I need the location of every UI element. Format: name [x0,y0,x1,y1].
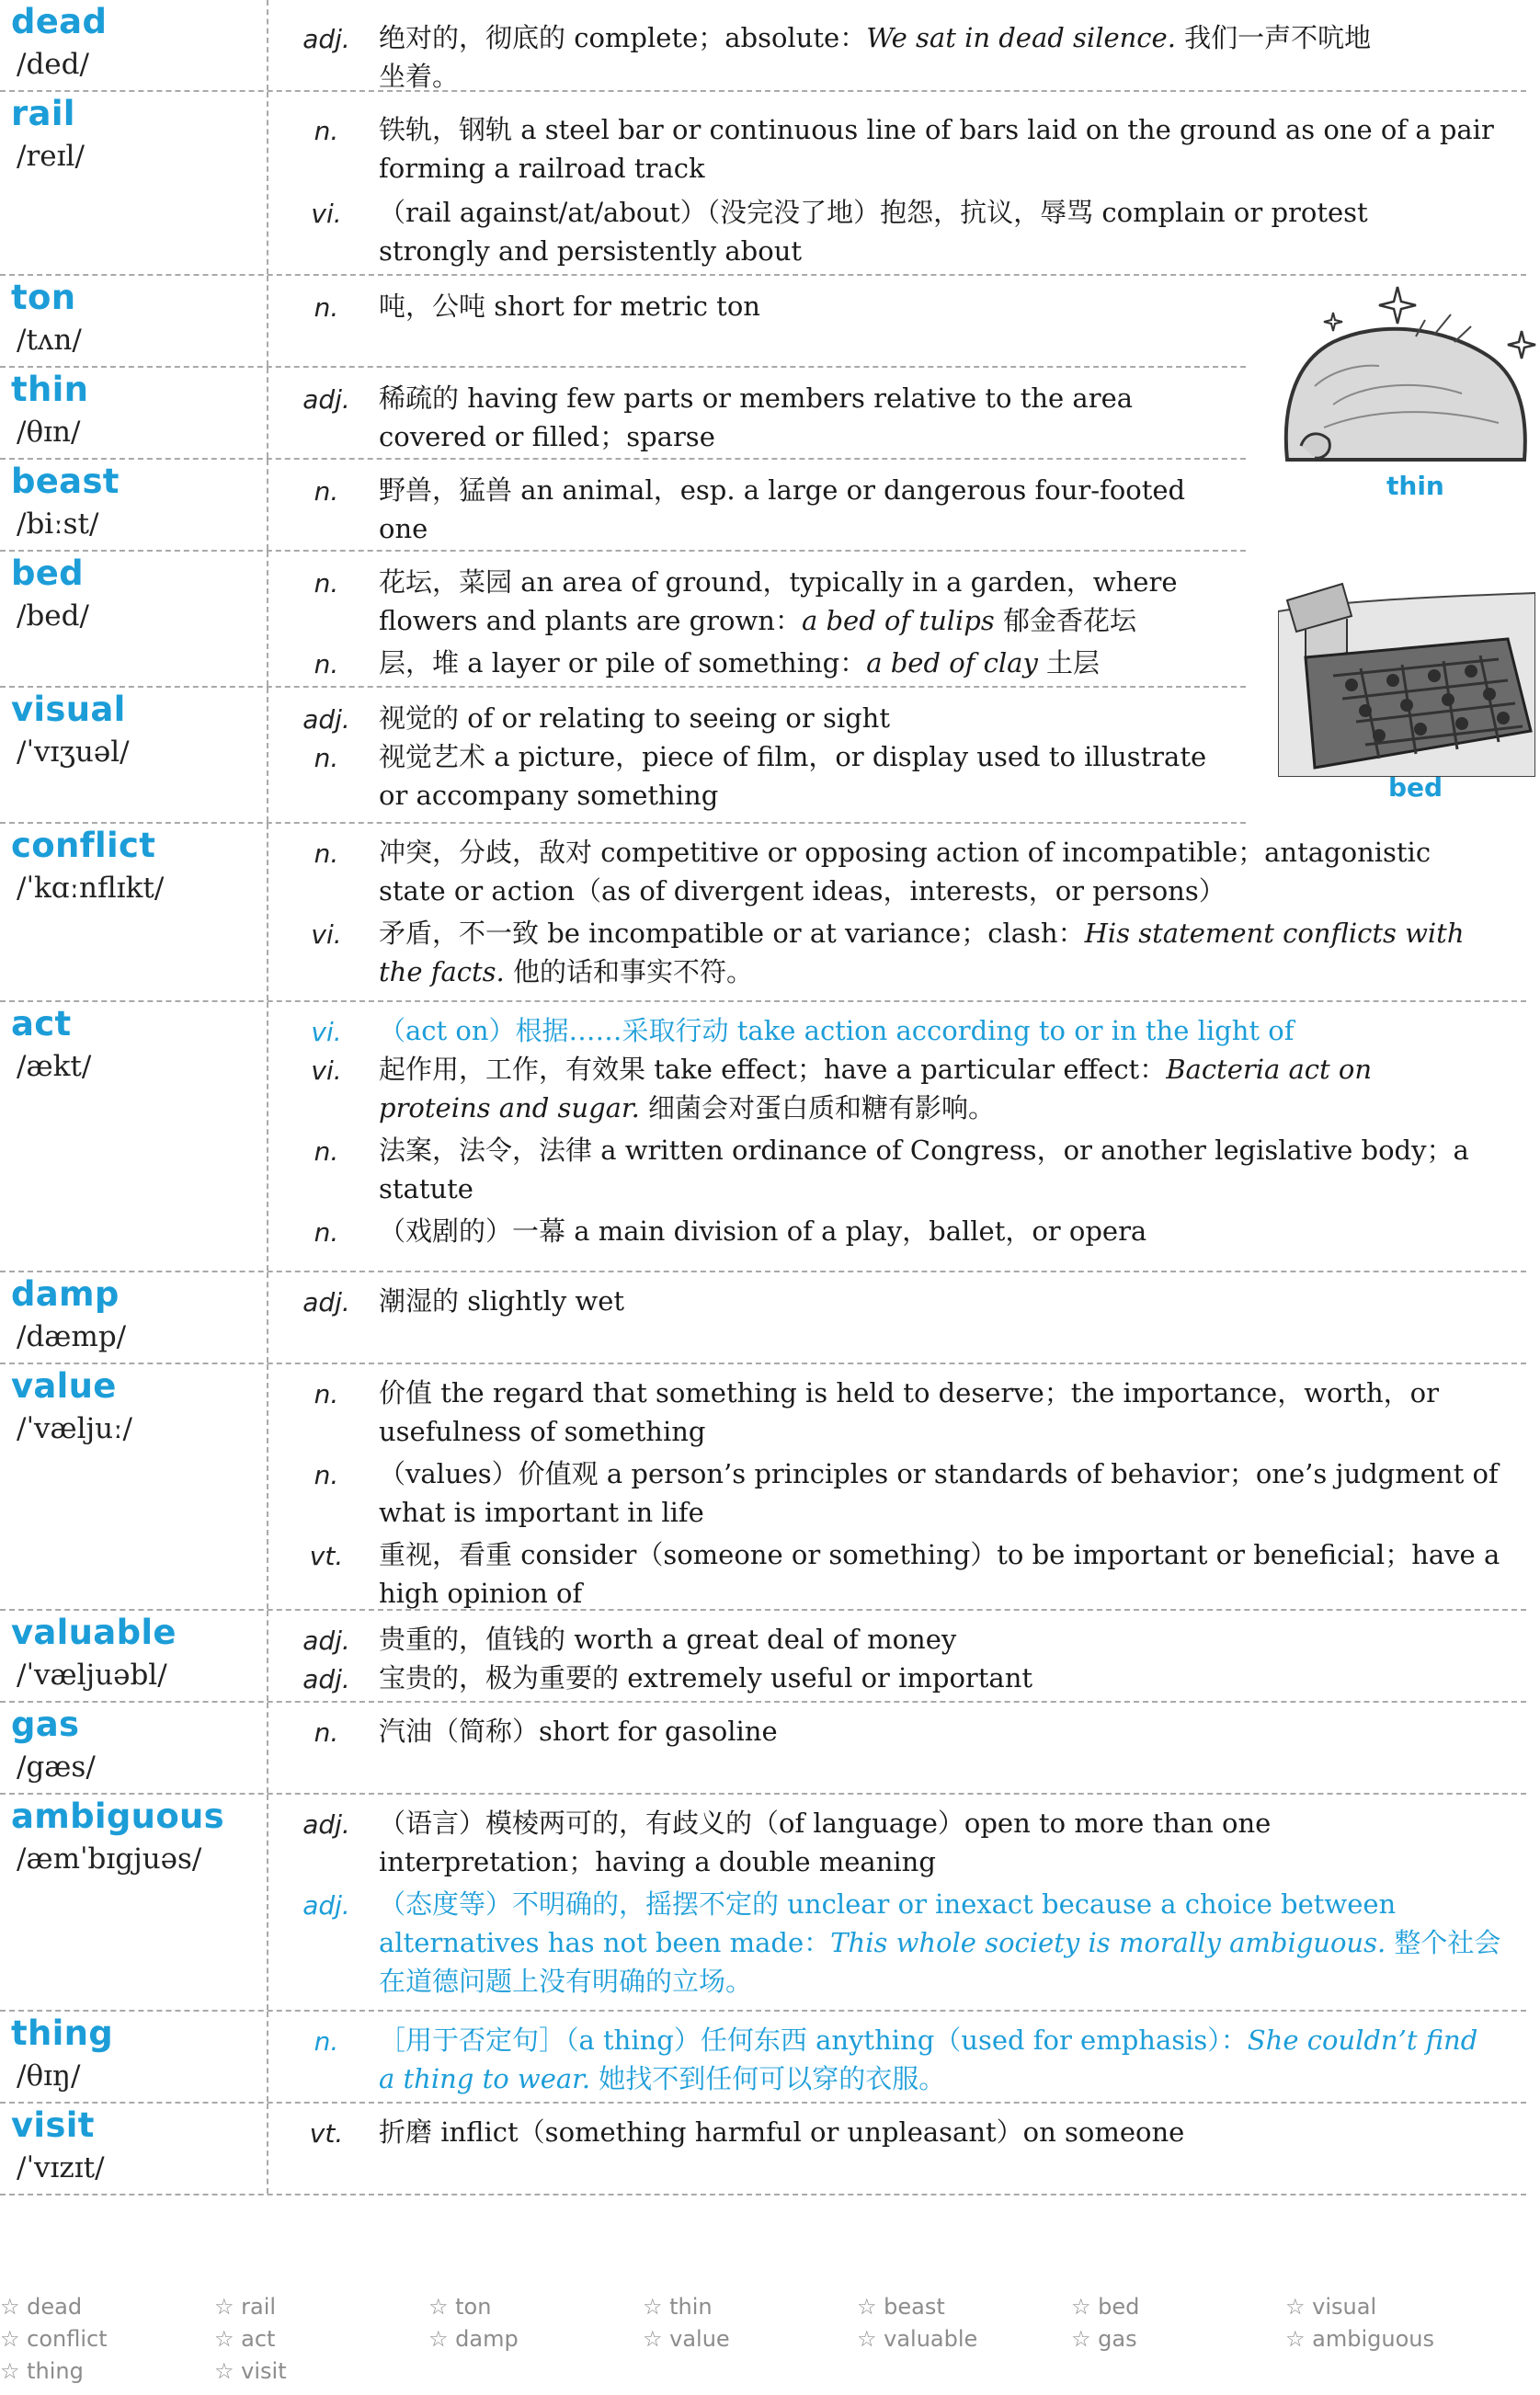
definition-line [379,379,1133,417]
example-text: His statement conflicts with [1084,918,1465,949]
part-of-speech: vi. [311,1055,342,1086]
definition-text: 土层 [1037,647,1101,679]
definition-line [379,1574,582,1613]
definition-line [379,1050,1372,1089]
part-of-speech: vi. [311,1017,342,1047]
headword: thing [11,2013,114,2053]
headword: ambiguous [11,1796,224,1836]
headword: act [11,1004,72,1044]
review-word: ☆ beast [857,2294,945,2320]
definition-text: covered or filled；sparse [379,421,715,452]
headword: dead [11,2,108,41]
review-word-list [0,2294,1540,2395]
headword: beast [11,462,120,501]
headword: rail [11,94,75,133]
definition-text: 郁金香花坛 [994,605,1136,636]
definition-text: 铁轨，钢轨 a steel bar or continuous line of bars laid on the ground as one of a pair [379,114,1494,145]
entry-value [0,1364,1526,1611]
example-text: the facts. [379,956,505,987]
definition-text: 宝贵的，极为重要的 extremely useful or important [379,1662,1033,1694]
definition-text: 矛盾，不一致 be incompatible or at variance；clash： [379,918,1085,949]
review-word: ☆ ambiguous [1285,2326,1434,2352]
part-of-speech: n. [314,292,339,323]
definition-text: 坐着。 [379,61,460,92]
part-of-speech: n. [314,838,339,869]
definition-text: alternatives has not been made： [379,1927,831,1958]
definition-line [379,57,459,96]
definition-text: forming a railroad track [379,153,705,184]
part-of-speech: n. [314,1217,339,1248]
example-text: proteins and sugar. [379,1092,640,1123]
entry-act [0,1002,1526,1272]
definition-line [379,287,760,325]
flower-bed-icon [1278,575,1535,777]
headword: value [11,1366,117,1406]
pronunciation: /bed/ [17,599,89,633]
review-word: ☆ dead [0,2294,83,2320]
definition-line [379,776,718,815]
review-word: ☆ thin [643,2294,713,2320]
entry-conflict [0,824,1526,1002]
headword: thin [11,370,89,409]
headword: conflict [11,826,156,865]
definition-text: 稀疏的 having few parts or members relative to the area [379,382,1134,414]
illustration-caption-bed: bed [1388,772,1443,803]
headword-cell [0,1002,268,1271]
definition-text: usefulness of something [379,1416,706,1447]
entry-visit [0,2104,1526,2195]
definition-text: 细菌会对蛋白质和糖有影响。 [639,1092,996,1123]
part-of-speech: n. [314,743,339,773]
definition-line [379,1620,956,1659]
definition-text: 潮湿的 slightly wet [379,1285,625,1317]
definition-line [379,149,705,188]
definition-text: 我们一声不吭地 [1175,22,1372,53]
review-word: ☆ ton [428,2294,492,2320]
headword-cell [0,276,268,366]
definition-text: （态度等）不明确的，摇摆不定的 unclear or inexact because a choice between [379,1888,1397,1920]
illustration-caption-thin: thin [1386,471,1444,501]
definition-text: 她找不到任何可以穿的衣服。 [590,2063,946,2094]
entry-gas [0,1703,1526,1795]
part-of-speech: adj. [302,384,350,415]
definition-line [379,1412,706,1451]
review-word: ☆ damp [428,2326,519,2352]
part-of-speech: vi. [311,199,342,229]
pronunciation: /ded/ [17,48,89,81]
entry-ambiguous [0,1795,1526,2012]
headword: bed [11,553,84,593]
definition-text: 绝对的，彻底的 complete；absolute： [379,22,867,53]
entry-thin [0,368,1246,460]
headword-cell [0,92,268,274]
headword: visual [11,690,126,729]
part-of-speech: n. [314,568,339,599]
example-text: a bed of clay [866,647,1038,679]
definition-text: strongly and persistently about [379,235,803,267]
definition-line [379,509,428,548]
definition-text: flowers and plants are grown： [379,605,802,636]
definition-line [379,563,1178,601]
definition-line [379,1842,936,1881]
definition-text: 野兽，猛兽 an animal，esp. a large or dangerous four-footed [379,474,1186,506]
definition-text: 层，堆 a layer or pile of something： [379,647,867,679]
review-word: ☆ gas [1071,2326,1137,2352]
headword-cell [0,2012,268,2102]
definition-line [379,872,1226,910]
example-text: Bacteria act on [1166,1054,1373,1085]
pronunciation: /θɪŋ/ [17,2059,81,2093]
entry-valuable [0,1611,1526,1703]
headword-cell [0,688,268,822]
review-word: ☆ conflict [0,2326,108,2352]
definition-text: 法案，法令，法律 a written ordinance of Congress，or another legislative body；a [379,1135,1469,1166]
entry-thing [0,2012,1526,2104]
definition-line [379,737,1206,776]
pronunciation: /θɪn/ [17,416,81,449]
definition-text: state or action（as of divergent ideas，interests，or persons） [379,875,1226,907]
pronunciation: /biːst/ [17,508,99,541]
definition-line [379,1169,473,1208]
definition-text: 整个社会 [1386,1927,1501,1958]
part-of-speech: vi. [311,919,342,950]
part-of-speech: adj. [302,704,350,735]
part-of-speech: n. [314,476,339,507]
pronunciation: /gæs/ [17,1751,96,1784]
part-of-speech: adj. [302,1890,350,1921]
headword-cell [0,1364,268,1609]
definition-line [379,1374,1439,1412]
pronunciation: /ækt/ [17,1050,92,1083]
part-of-speech: adj. [302,1625,350,1656]
review-word: ☆ visual [1285,2294,1377,2320]
pronunciation: /dæmp/ [17,1320,127,1353]
definition-text: or accompany something [379,780,719,811]
definition-line [379,1493,704,1532]
definition-text: 冲突，分歧，敌对 competitive or opposing action of incompatible；antagonistic [379,837,1432,868]
part-of-speech: adj. [302,1809,350,1840]
part-of-speech: n. [314,1460,339,1490]
definition-line [379,833,1431,872]
definition-text: 在道德问题上没有明确的立场。 [379,1966,753,1997]
example-text: a thing to wear. [379,2063,591,2094]
part-of-speech: adj. [302,1287,350,1317]
definition-text: interpretation；having a double meaning [379,1846,936,1877]
definition-text: 汽油（简称）short for gasoline [379,1716,778,1747]
headword-cell [0,0,268,90]
illustration-bed [1278,575,1540,814]
definition-text: 贵重的，值钱的 worth a great deal of money [379,1624,957,1655]
balding-head-icon [1278,276,1540,469]
entry-bed [0,552,1246,688]
definition-line [379,1089,995,1127]
definition-text: 花坛，菜园 an area of ground，typically in a garden，where [379,566,1178,598]
definition-text: 价值 the regard that something is held to deserve；the importance，worth，or [379,1377,1439,1408]
headword: valuable [11,1613,177,1652]
pronunciation: /ˈvɪʒuəl/ [17,736,130,769]
definition-text: 视觉艺术 a picture，piece of film，or display used to illustrate [379,741,1207,772]
definition-line [379,1885,1396,1923]
headword-cell [0,1611,268,1701]
definition-line [379,914,1465,952]
review-word: ☆ value [643,2326,730,2352]
definition-text: 他的话和事实不符。 [504,956,753,987]
part-of-speech: n. [314,1136,339,1167]
definition-text: 吨，公吨 short for metric ton [379,291,760,322]
definition-text: （语言）模棱两可的，有歧义的（of language）open to more than one [379,1808,1272,1839]
definition-line [379,601,1136,640]
entry-beast [0,460,1246,552]
review-word: ☆ rail [214,2294,277,2320]
definition-line [379,2021,1477,2059]
part-of-speech: vt. [309,2118,344,2149]
definition-line [379,952,753,991]
definition-line [379,1454,1499,1493]
definition-line [379,1712,778,1751]
headword: visit [11,2105,95,2145]
part-of-speech: n. [314,2026,339,2057]
pronunciation: /ˈkɑːnflɪkt/ [17,872,165,905]
headword: gas [11,1705,80,1744]
example-text: We sat in dead silence. [866,22,1176,53]
definition-text: （act on）根据……采取行动 take action according to or in the light of [379,1015,1295,1046]
definition-text: ［用于否定句］（a thing）任何东西 anything（used for emphasis）： [379,2024,1248,2056]
definition-text: （戏剧的）一幕 a main division of a play，ballet，or opera [379,1215,1147,1247]
definition-text: what is important in life [379,1497,704,1528]
entry-rail [0,92,1526,276]
definition-line [379,1923,1500,1962]
part-of-speech: n. [314,1379,339,1409]
review-word: ☆ valuable [857,2326,978,2352]
headword-cell [0,2104,268,2194]
pronunciation: /tʌn/ [17,324,82,357]
definition-line [379,1962,752,2001]
definition-line [379,1282,624,1320]
headword-cell [0,1272,268,1363]
headword-cell [0,824,268,1000]
entry-visual [0,688,1246,824]
definition-line [379,1131,1469,1169]
pronunciation: /ˈvæljuəbl/ [17,1659,167,1692]
part-of-speech: n. [314,649,339,679]
definition-text: high opinion of [379,1578,583,1609]
definition-line [379,417,715,456]
definition-text: 重视，看重 consider（someone or something）to be important or beneficial；have a [379,1539,1500,1570]
example-text: She couldn’t find [1247,2024,1478,2056]
definition-line [379,1804,1271,1842]
pronunciation: /ˈvɪzɪt/ [17,2151,105,2184]
definition-line [379,2059,945,2098]
definition-text: 折磨 inflict（something harmful or unpleasant）on someone [379,2116,1185,2148]
part-of-speech: n. [314,1717,339,1748]
definition-line [379,2113,1184,2151]
definition-text: 起作用，工作，有效果 take effect；have a particular effect： [379,1054,1167,1085]
review-word: ☆ bed [1071,2294,1140,2320]
definition-line [379,644,1100,682]
definition-line [379,232,802,270]
review-word: ☆ thing [0,2358,84,2384]
entry-ton [0,276,1246,368]
illustration-thin [1278,276,1540,506]
definition-line [379,471,1185,509]
pronunciation: /ˈvæljuː/ [17,1412,132,1445]
part-of-speech: vt. [309,1541,344,1571]
definition-line [379,1659,1032,1697]
entry-damp [0,1272,1526,1364]
definition-text: 视觉的 of or relating to seeing or sight [379,702,891,734]
definition-text: （values）价值观 a person’s principles or standards of behavior；one’s judgment of [379,1458,1499,1489]
example-text: This whole society is morally ambiguous. [830,1927,1386,1958]
definition-line [379,1011,1294,1050]
definition-line [379,699,890,737]
definition-line [379,1212,1146,1250]
headword-cell [0,552,268,686]
headword-cell [0,1703,268,1793]
review-word: ☆ visit [214,2358,287,2384]
part-of-speech: adj. [302,24,350,54]
headword-cell [0,1795,268,2010]
review-word: ☆ act [214,2326,276,2352]
part-of-speech: adj. [302,1664,350,1694]
definition-line [379,18,1371,57]
example-text: a bed of tulips [801,605,995,636]
headword: damp [11,1274,120,1314]
definition-line [379,193,1368,232]
headword-cell [0,368,268,458]
definition-text: statute [379,1173,473,1204]
pronunciation: /reɪl/ [17,140,85,173]
definition-line [379,110,1494,149]
definition-text: （rail against/at/about）（没完没了地）抱怨，抗议，辱骂 complain or protest [379,197,1368,228]
entry-dead [0,0,1526,92]
definition-text: one [379,513,428,544]
headword: ton [11,278,76,317]
headword-cell [0,460,268,550]
pronunciation: /æmˈbɪgjuəs/ [17,1842,202,1876]
definition-line [379,1535,1500,1574]
part-of-speech: n. [314,116,339,146]
